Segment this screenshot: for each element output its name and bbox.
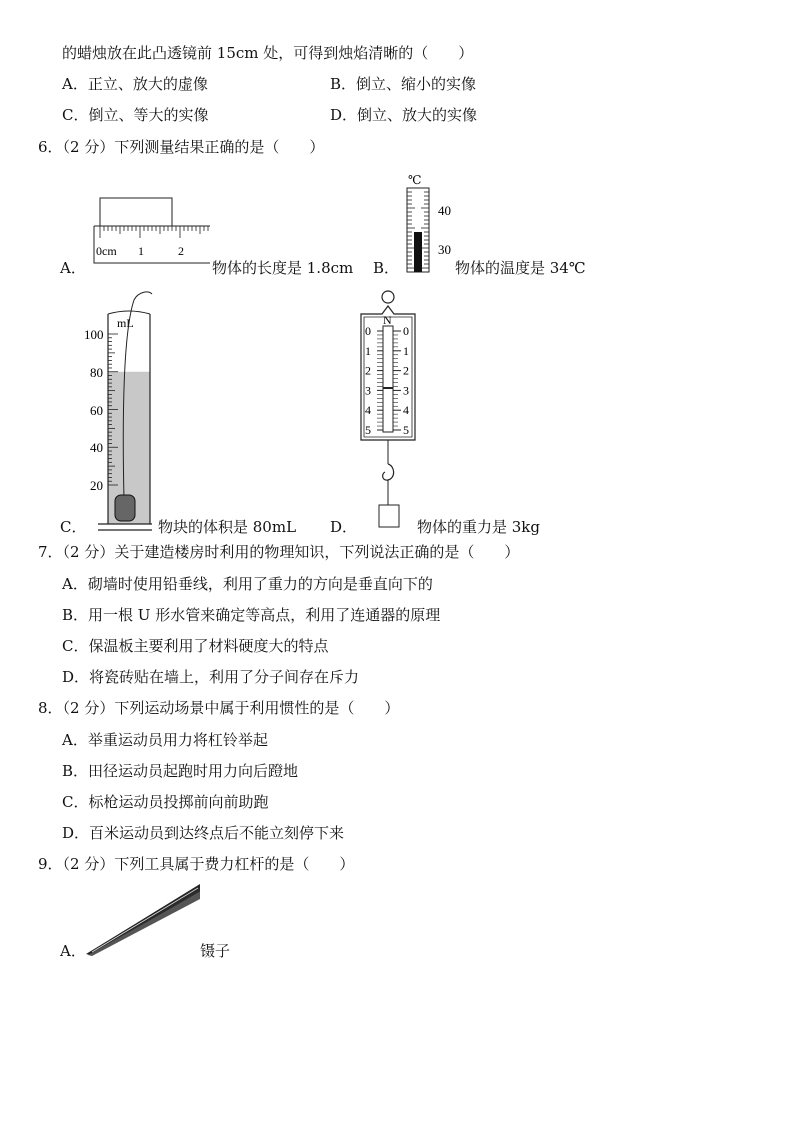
q5-option-a: A．正立、放大的虚像 — [62, 75, 208, 93]
q7-option-c: C．保温板主要利用了材料硬度大的特点 — [62, 637, 329, 655]
q8-option-d: D．百米运动员到达终点后不能立刻停下来 — [62, 824, 345, 842]
scale-label-left: 3 — [365, 383, 371, 398]
q8-option-c: C．标枪运动员投掷前向前助跑 — [62, 793, 269, 811]
ruler-tick-label-0: 0cm — [96, 244, 117, 258]
stone-block — [115, 495, 135, 521]
q8-option-b: B．田径运动员起跑时用力向后蹬地 — [62, 762, 299, 780]
q9-stem: 9．（2 分）下列工具属于费力杠杆的是（ ） — [38, 855, 355, 873]
q6-stem: 6．（2 分）下列测量结果正确的是（ ） — [38, 138, 325, 156]
scale-label-right: 5 — [403, 423, 409, 437]
scale-label-left: 1 — [365, 343, 371, 358]
scale-ticks — [377, 331, 401, 430]
q6-option-d-label: D． — [330, 518, 358, 536]
scale-label-left: 4 — [365, 403, 371, 418]
cylinder-tick-label-80: 80 — [90, 365, 103, 380]
ruler-tick-label-2: 2 — [178, 244, 184, 258]
scale-label-right: 0 — [403, 324, 409, 338]
q6-option-c-text: 物块的体积是 80mL — [158, 518, 297, 536]
scale-labels-right — [403, 324, 409, 437]
cylinder-tick-label-100: 100 — [84, 327, 104, 342]
thermometer-tick-label-40: 40 — [438, 203, 451, 218]
q6-option-a-text: 物体的长度是 1.8cm — [212, 259, 354, 277]
scale-label-right: 1 — [403, 343, 409, 358]
cylinder-tick-label-60: 60 — [90, 403, 103, 418]
q5-option-b: B．倒立、缩小的实像 — [330, 75, 477, 93]
spring-scale-figure — [355, 290, 425, 535]
tweezers-figure — [84, 882, 204, 958]
scale-labels-left — [365, 324, 371, 437]
scale-label-right: 4 — [403, 403, 409, 418]
hanging-object — [379, 505, 399, 527]
cylinder-tick-label-20: 20 — [90, 478, 103, 493]
scale-label-left: 0 — [365, 324, 371, 338]
q6-option-d-text: 物体的重力是 3kg — [417, 518, 541, 536]
ruler-tick-label-1: 1 — [138, 244, 144, 258]
thermometer-tick-label-30: 30 — [438, 242, 451, 257]
q7-stem: 7．（2 分）关于建造楼房时利用的物理知识，下列说法正确的是（ ） — [38, 543, 520, 561]
q7-option-b: B．用一根 U 形水管来确定等高点，利用了连通器的原理 — [62, 606, 441, 624]
q9-option-a-text: 镊子 — [200, 942, 231, 960]
tweezers-highlight — [92, 888, 198, 952]
q5-option-d: D．倒立、放大的实像 — [330, 106, 478, 124]
cylinder-tick-label-40: 40 — [90, 440, 103, 455]
mercury-column — [414, 232, 422, 272]
measured-block — [100, 198, 172, 226]
q6-option-b-label: B． — [373, 259, 400, 277]
ruler-figure — [90, 195, 220, 265]
ruler-ticks — [100, 226, 208, 238]
graduated-cylinder-figure — [82, 290, 162, 530]
scale-label-right: 3 — [403, 383, 409, 398]
cylinder-unit: mL — [117, 316, 134, 330]
scale-label-right: 2 — [403, 363, 409, 378]
tweezers-arm-bottom — [88, 892, 200, 956]
scale-label-left: 2 — [365, 363, 371, 378]
q8-option-a: A．举重运动员用力将杠铃举起 — [62, 731, 268, 749]
q7-option-d: D．将瓷砖贴在墙上，利用了分子间存在斥力 — [62, 668, 360, 686]
q6-option-c-label: C． — [60, 518, 87, 536]
q5-option-c: C．倒立、等大的实像 — [62, 106, 209, 124]
q8-stem: 8．（2 分）下列运动场景中属于利用惯性的是（ ） — [38, 699, 400, 717]
scale-slot — [383, 326, 393, 432]
q7-option-a: A．砌墙时使用铅垂线，利用了重力的方向是垂直向下的 — [62, 575, 433, 593]
q5-stem-continuation: 的蜡烛放在此凸透镜前 15cm 处，可得到烛焰清晰的（ ） — [62, 44, 474, 62]
scale-top-ring — [382, 291, 394, 303]
thermometer-unit: ℃ — [408, 173, 422, 187]
q9-option-a-label: A． — [60, 942, 86, 960]
tweezers-arm-top — [86, 884, 200, 955]
q6-option-a-label: A． — [60, 259, 86, 277]
scale-hook — [383, 464, 394, 480]
scale-label-left: 5 — [365, 423, 371, 437]
q6-option-b-text: 物体的温度是 34℃ — [455, 259, 586, 277]
scale-unit: N — [383, 313, 392, 327]
cylinder-rim — [108, 311, 150, 314]
